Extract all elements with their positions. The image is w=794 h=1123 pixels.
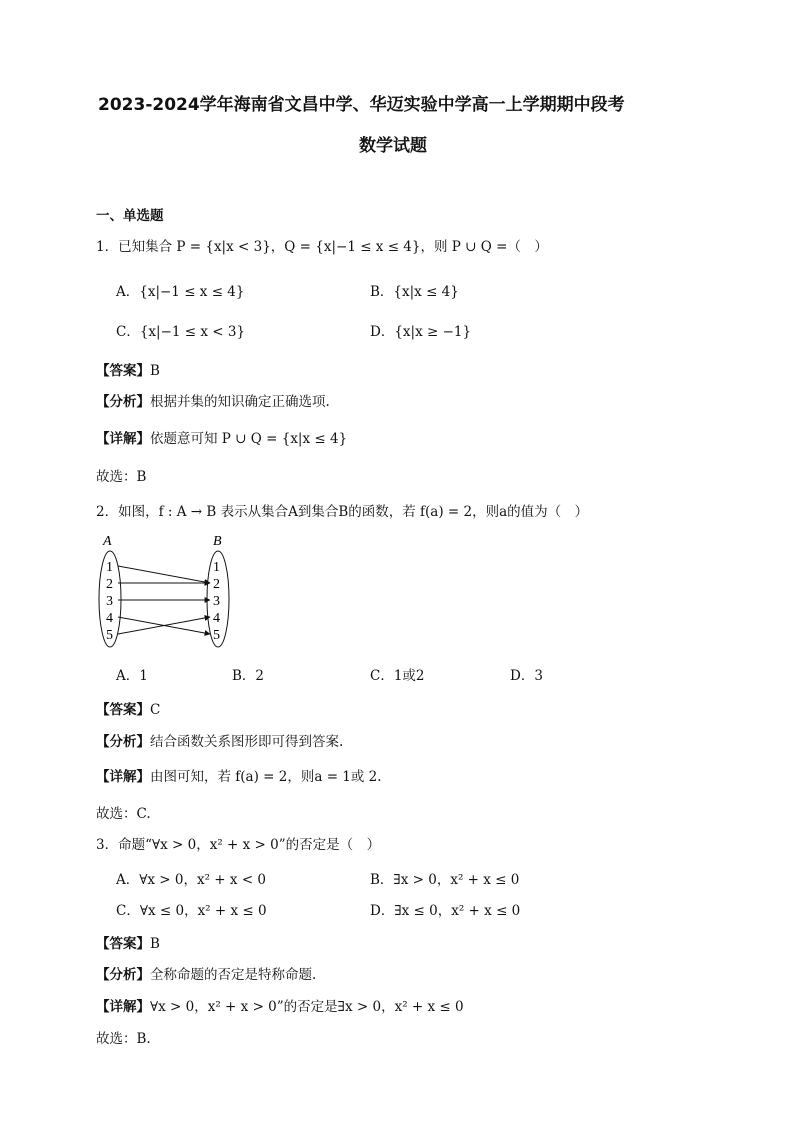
q3-option-c: C．∀x ≤ 0，x² + x ≤ 0: [116, 903, 267, 919]
q3-analysis: [96, 963, 316, 983]
section-heading: 一、单选题: [96, 208, 164, 224]
q2-option-b: B．2: [232, 668, 265, 684]
set-b-label: B: [213, 534, 222, 549]
q2-stem: 2．如图，f : A → B 表示从集合A到集合B的函数，若 f(a) = 2，则a的值为（ ）: [96, 504, 589, 520]
detail-tag: 【详解】: [96, 999, 150, 1015]
q2-option-d: D．3: [510, 668, 543, 684]
q3-option-d: D．∃x ≤ 0，x² + x ≤ 0: [370, 903, 521, 919]
mapping-arrow: [118, 566, 210, 583]
analysis-tag: 【分析】: [96, 394, 150, 410]
mapping-diagram: [98, 532, 248, 650]
q1-option-d: D．{x|x ≥ −1}: [370, 324, 472, 340]
set-a-element: 4: [106, 611, 113, 626]
answer-tag: 【答案】: [96, 936, 150, 952]
analysis-tag: 【分析】: [96, 967, 150, 983]
set-a-element: 1: [106, 560, 113, 575]
answer-value: B: [150, 936, 160, 952]
answer-tag: 【答案】: [96, 702, 150, 718]
set-a-element: 3: [106, 594, 113, 609]
q1-option-b: B．{x|x ≤ 4}: [370, 284, 459, 300]
answer-tag: 【答案】: [96, 363, 150, 379]
analysis-text: 根据并集的知识确定正确选项.: [150, 394, 330, 410]
set-b-element: 2: [213, 577, 220, 592]
q2-detail: [96, 765, 382, 785]
q3-option-a: A．∀x > 0，x² + x < 0: [116, 872, 267, 888]
q2-option-a: A．1: [116, 668, 148, 684]
q3-answer: [96, 932, 160, 952]
set-a-label: A: [103, 534, 112, 549]
q1-detail: [96, 427, 347, 447]
answer-value: B: [150, 363, 160, 379]
analysis-tag: 【分析】: [96, 734, 150, 750]
detail-tag: 【详解】: [96, 431, 150, 447]
detail-text: 由图可知，若 f(a) = 2，则a = 1或 2.: [150, 769, 382, 785]
q3-conclusion: 故选：B.: [96, 1031, 151, 1047]
q2-answer: [96, 698, 160, 718]
q2-conclusion: 故选：C.: [96, 806, 151, 822]
analysis-text: 结合函数关系图形即可得到答案.: [150, 734, 344, 750]
q1-stem: 1．已知集合 P = {x|x < 3}，Q = {x|−1 ≤ x ≤ 4}，则 P ∪ Q =（ ）: [96, 239, 548, 255]
set-a-element: 5: [106, 628, 113, 643]
q2-option-c: C．1或2: [370, 668, 425, 684]
analysis-text: 全称命题的否定是特称命题.: [150, 967, 317, 983]
set-b-element: 5: [213, 628, 220, 643]
set-b-element: 4: [213, 611, 220, 626]
set-b-element: 3: [213, 594, 220, 609]
q2-analysis: [96, 730, 343, 750]
q1-conclusion: 故选：B: [96, 469, 147, 485]
set-a-element: 2: [106, 577, 113, 592]
set-b-element: 1: [213, 560, 220, 575]
q1-answer: [96, 359, 160, 379]
detail-tag: 【详解】: [96, 769, 150, 785]
page-title: 2023-2024学年海南省文昌中学、华迈实验中学高一上学期期中段考: [98, 95, 625, 115]
page-subtitle: 数学试题: [359, 136, 427, 156]
answer-value: C: [150, 702, 161, 718]
q3-detail: [96, 995, 464, 1015]
detail-text: ∀x > 0，x² + x > 0”的否定是∃x > 0，x² + x ≤ 0: [150, 999, 464, 1015]
q3-option-b: B．∃x > 0，x² + x ≤ 0: [370, 872, 520, 888]
q3-stem: 3．命题“∀x > 0，x² + x > 0”的否定是（ ）: [96, 837, 381, 853]
detail-text: 依题意可知 P ∪ Q = {x|x ≤ 4}: [150, 431, 348, 447]
q1-option-a: A．{x|−1 ≤ x ≤ 4}: [116, 284, 245, 300]
q1-option-c: C．{x|−1 ≤ x < 3}: [116, 324, 246, 340]
q1-analysis: [96, 390, 330, 410]
